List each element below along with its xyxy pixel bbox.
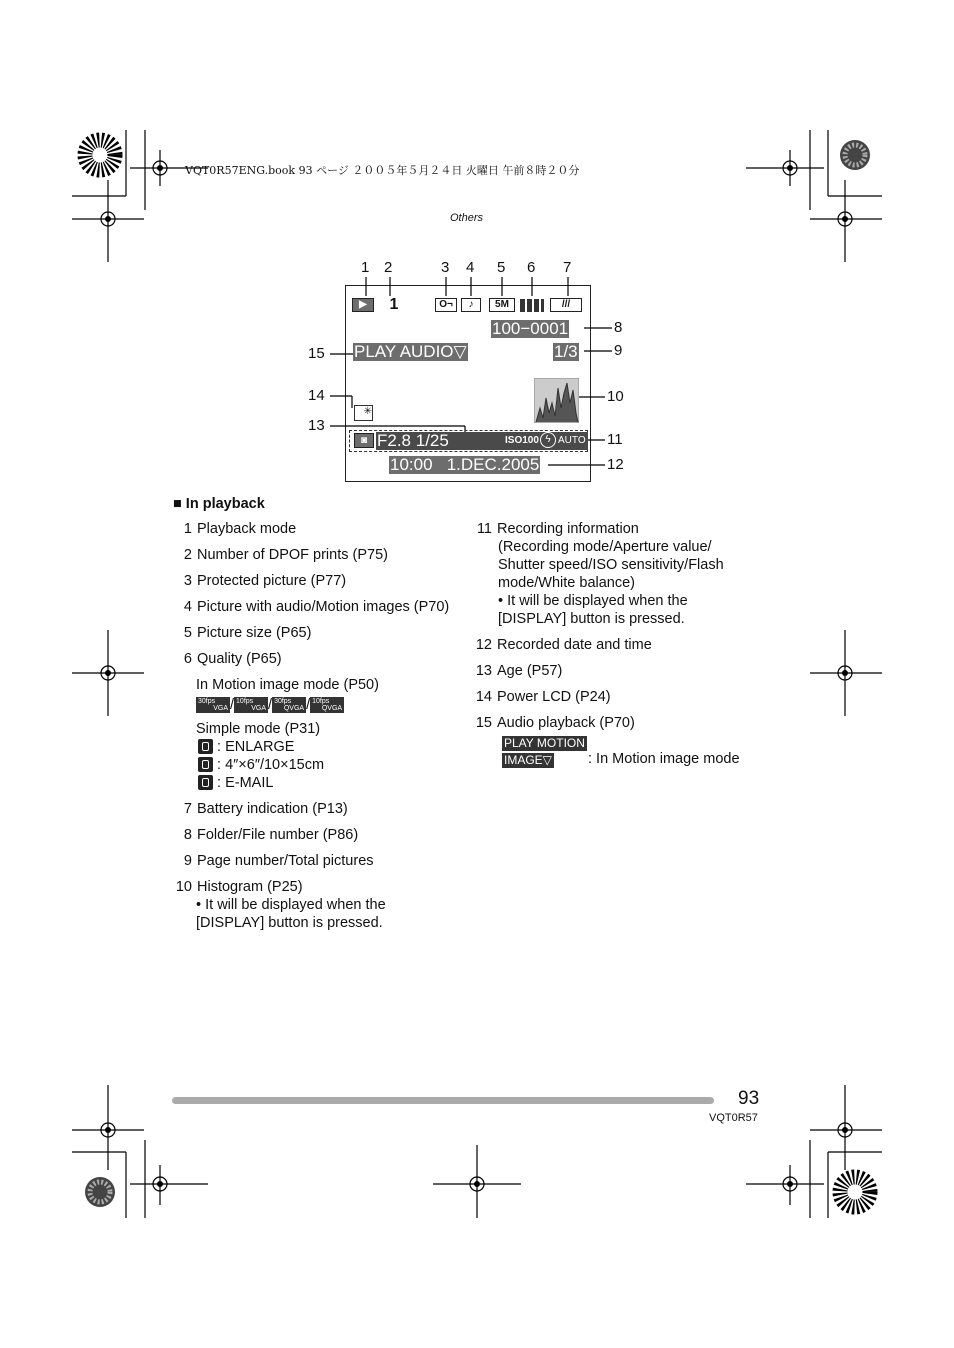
footer-bar bbox=[172, 1097, 714, 1104]
play-motion-badge-1: PLAY MOTION bbox=[504, 736, 585, 750]
section-label: Others bbox=[450, 212, 484, 224]
audio-icon: ♪ bbox=[461, 298, 481, 312]
dpof-count: 1 bbox=[389, 296, 399, 313]
section-heading: ■ In playback bbox=[173, 496, 265, 512]
callout-5: 5 bbox=[497, 259, 506, 276]
play-motion-desc: : In Motion image mode bbox=[588, 751, 740, 767]
exposure-info: F2.8 1/25 bbox=[376, 432, 588, 450]
flash-icon: ϟ bbox=[540, 432, 556, 448]
camera-mode-icon: ◙ bbox=[354, 433, 374, 448]
list-item: 10 Histogram (P25) bbox=[175, 879, 303, 895]
protect-icon: O¬ bbox=[435, 298, 457, 312]
list-item: 11 Recording information bbox=[476, 521, 639, 537]
playback-mode-icon: ▶ bbox=[352, 298, 374, 312]
enlarge-icon bbox=[198, 739, 213, 754]
play-motion-badge-2: IMAGE▽ bbox=[504, 753, 552, 767]
dpof-icon bbox=[380, 298, 408, 312]
histogram-note: • It will be displayed when the [DISPLAY] button is pressed. bbox=[196, 897, 386, 931]
list-item: 9 Page number/Total pictures bbox=[183, 853, 374, 869]
callout-6: 6 bbox=[527, 259, 536, 276]
callout-3: 3 bbox=[441, 259, 450, 276]
page-number: 93 bbox=[738, 1088, 760, 1109]
iso-label: ISO100 bbox=[505, 435, 539, 446]
quality-icon bbox=[520, 299, 544, 312]
print-size-icon bbox=[198, 757, 213, 772]
list-item: 13 Age (P57) bbox=[475, 663, 563, 679]
callout-15: 15 bbox=[308, 345, 325, 362]
list-item: 15 Audio playback (P70) bbox=[475, 715, 635, 731]
callout-8: 8 bbox=[614, 319, 623, 336]
callout-7: 7 bbox=[563, 259, 572, 276]
play-audio-label: PLAY AUDIO▽ bbox=[354, 342, 467, 361]
list-item: 6 Quality (P65) bbox=[183, 651, 282, 667]
callout-2: 2 bbox=[384, 259, 393, 276]
list-item: 8 Folder/File number (P86) bbox=[183, 827, 359, 843]
page-number-label: 1/3 bbox=[554, 342, 578, 361]
fps-badge: 10fps VGA bbox=[236, 698, 267, 713]
motion-mode-label: In Motion image mode (P50) bbox=[196, 677, 379, 693]
callout-1: 1 bbox=[361, 259, 370, 276]
simple-option: : ENLARGE bbox=[198, 738, 470, 756]
callout-12: 12 bbox=[607, 456, 624, 473]
callout-9: 9 bbox=[614, 342, 623, 359]
battery-icon: /// bbox=[550, 298, 582, 312]
date-time-label: 10:00 1.DEC.2005 bbox=[390, 455, 540, 474]
white-balance-label: AUTO bbox=[558, 435, 586, 446]
fps-badge: 30fps QVGA bbox=[274, 698, 305, 713]
simple-mode-label: Simple mode (P31) bbox=[196, 721, 321, 737]
callout-11: 11 bbox=[607, 431, 623, 448]
list-item: 3 Protected picture (P77) bbox=[183, 573, 347, 589]
power-lcd-icon: ✳ bbox=[354, 405, 373, 421]
fps-badges: 30fps VGA / 10fps VGA / 30fps QVGA / 10fps QVGA bbox=[198, 697, 343, 713]
list-item: 5 Picture size (P65) bbox=[183, 625, 312, 641]
recording-note: • It will be displayed when the [DISPLAY] button is pressed. bbox=[498, 593, 688, 627]
right-item-list bbox=[470, 520, 760, 772]
picture-size-icon: 5M bbox=[489, 298, 515, 312]
list-item: 12 Recorded date and time bbox=[475, 637, 652, 653]
list-item: 7 Battery indication (P13) bbox=[183, 801, 348, 817]
fps-badge: 10fps QVGA bbox=[312, 698, 343, 713]
callout-14: 14 bbox=[308, 387, 325, 404]
document-code: VQT0R57 bbox=[709, 1112, 758, 1124]
callout-13: 13 bbox=[308, 417, 325, 434]
play-motion-row bbox=[502, 736, 760, 772]
left-item-list bbox=[170, 520, 470, 932]
simple-option: : 4″×6″/10×15cm bbox=[198, 756, 470, 774]
recording-info-sub: (Recording mode/Aperture value/ Shutter speed/ISO sensitivity/Flash mode/White balance) bbox=[498, 539, 724, 591]
heading-text: In playback bbox=[185, 496, 265, 512]
simple-option: : E-MAIL bbox=[198, 774, 470, 800]
callout-4: 4 bbox=[466, 259, 475, 276]
list-item: 2 Number of DPOF prints (P75) bbox=[183, 547, 388, 563]
print-header: VQT0R57ENG.book 93 ページ ２００５年５月２４日 火曜日 午前８時２０分 bbox=[185, 164, 580, 177]
list-item: 14 Power LCD (P24) bbox=[475, 689, 611, 705]
histogram-graphic bbox=[534, 378, 579, 423]
list-item: 1 Playback mode bbox=[183, 521, 297, 537]
callout-10: 10 bbox=[607, 388, 624, 405]
fps-badge: 30fps VGA bbox=[198, 698, 228, 713]
email-icon bbox=[198, 775, 213, 790]
list-item: 4 Picture with audio/Motion images (P70) bbox=[183, 599, 450, 615]
folder-file-number: 100−0001 bbox=[492, 319, 569, 338]
